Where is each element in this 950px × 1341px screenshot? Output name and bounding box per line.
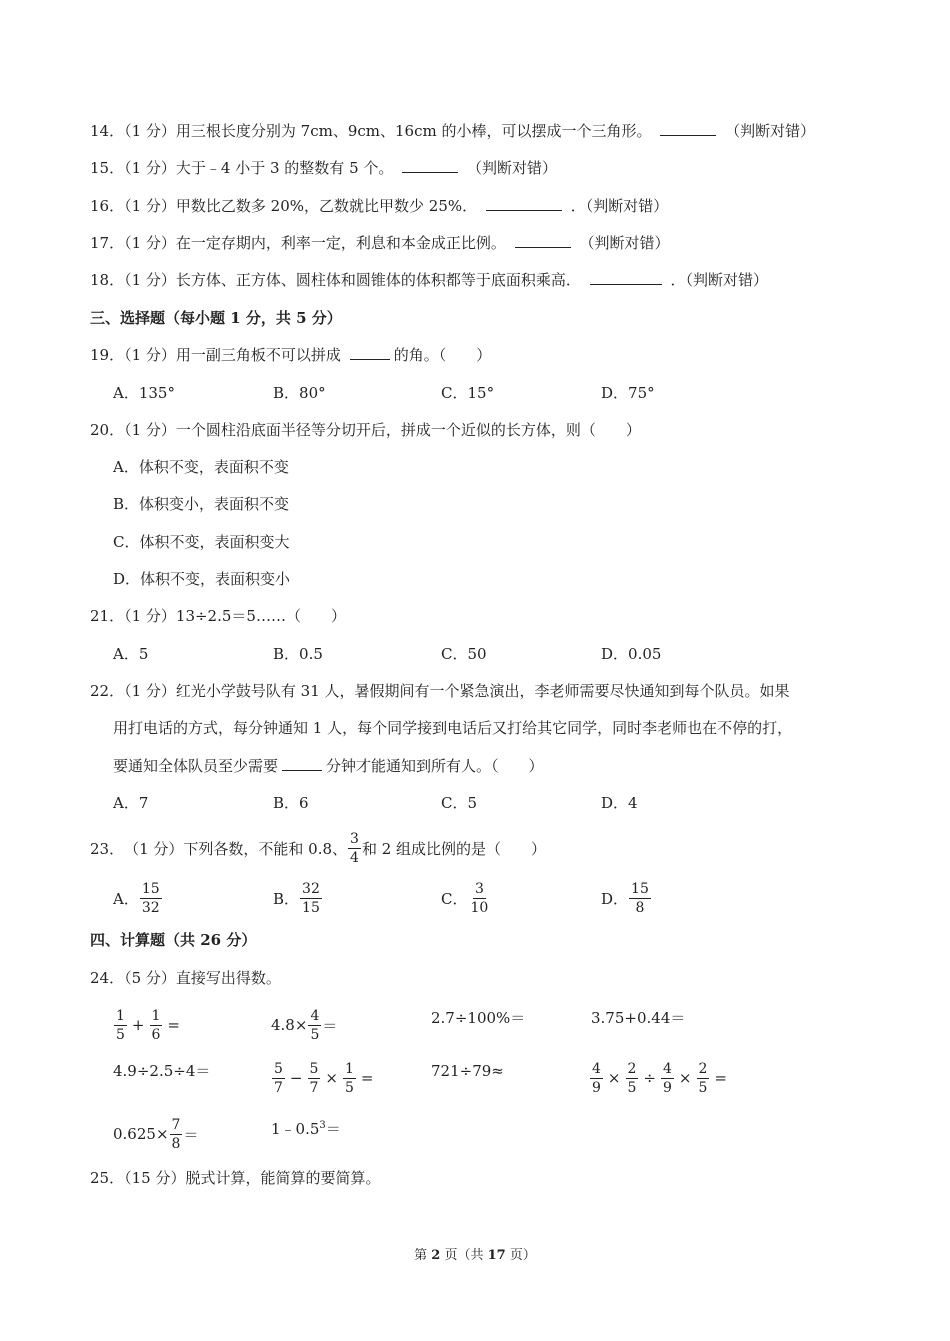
question-17: 17．（1 分）在一定存期内，利率一定，利息和本金成正比例。 （判断对错） xyxy=(90,234,670,252)
option-c[interactable]: C． $\frac{3}{10}$ xyxy=(441,880,489,916)
section-4-title: 四、计算题（共 26 分） xyxy=(90,931,257,949)
fraction: $\frac{5}{7}$ xyxy=(274,1060,283,1096)
calc-item-1: $\frac{1}{5}$ + $\frac{1}{6}$ = xyxy=(116,1007,180,1043)
calc-item-8: $\frac{4}{9}$ × $\frac{2}{5}$ ÷ $\frac{4}{9}$ × $\frac{2}{5}$ = xyxy=(592,1060,727,1096)
option-c[interactable]: C．15° xyxy=(441,384,495,402)
question-22-line-3: 要通知全体队员至少需要 分钟才能通知到所有人。（ ） xyxy=(113,757,544,775)
calc-item-2: 4.8× $\frac{4}{5}$ ＝ xyxy=(271,1007,338,1043)
question-20: 20．（1 分）一个圆柱沿底面半径等分切开后，拼成一个近似的长方体，则（ ） xyxy=(90,421,641,439)
question-18: 18．（1 分）长方体、正方体、圆柱体和圆锥体的体积都等于底面积乘高． ．（判断对错） xyxy=(90,271,768,289)
answer-blank[interactable] xyxy=(660,120,716,136)
option-b[interactable]: B．6 xyxy=(273,794,309,812)
option-d[interactable]: D．75° xyxy=(601,384,655,402)
calc-item-6: $\frac{5}{7}$ − $\frac{5}{7}$ × $\frac{1}{5}$ = xyxy=(274,1060,374,1096)
option-d[interactable]: D．0.05 xyxy=(601,645,662,663)
question-22: 22．（1 分）红光小学鼓号队有 31 人，暑假期间有一个紧急演出，李老师需要尽快通知到每个队员。如果 xyxy=(90,682,790,700)
fraction: $\frac{32}{15}$ xyxy=(302,880,320,916)
question-14: 14．（1 分）用三根长度分别为 7cm、9cm、16cm 的小棒，可以摆成一个三角形。 （判断对错） xyxy=(90,122,816,140)
calc-item-10: $1﹣0.5^3=$ xyxy=(271,1120,341,1138)
calc-item-7: 721÷79≈ xyxy=(431,1062,504,1080)
fraction: $\frac{1}{5}$ xyxy=(345,1060,354,1096)
fraction: $\frac{3}{4}$ xyxy=(350,830,359,866)
fraction: $\frac{5}{7}$ xyxy=(309,1060,319,1096)
answer-blank[interactable] xyxy=(282,755,322,771)
calc-item-9: 0.625× $\frac{7}{8}$ ＝ xyxy=(113,1116,199,1152)
page-footer: 第 2 页（共 17 页） xyxy=(414,1248,536,1263)
answer-blank[interactable] xyxy=(515,232,571,248)
calc-item-5: 4.9÷2.5÷4＝ xyxy=(113,1062,211,1080)
answer-blank[interactable] xyxy=(486,195,562,211)
option-d[interactable]: D．体积不变，表面积变小 xyxy=(113,570,291,588)
option-a[interactable]: A．体积不变，表面积不变 xyxy=(113,458,289,476)
option-a[interactable]: A．7 xyxy=(113,794,149,812)
question-19: 19．（1 分）用一副三角板不可以拼成 的角。（ ） xyxy=(90,346,492,364)
calc-item-3: 2.7÷100%＝ xyxy=(431,1009,526,1027)
calc-item-4: 3.75+0.44＝ xyxy=(591,1009,686,1027)
option-c[interactable]: C．体积不变，表面积变大 xyxy=(113,533,290,551)
question-24: 24．（5 分）直接写出得数。 xyxy=(90,969,281,987)
fraction: $\frac{1}{6}$ xyxy=(151,1007,161,1043)
question-22-line-2: 用打电话的方式，每分钟通知 1 人，每个同学接到电话后又打给其它同学，同时李老师也在不停的打， xyxy=(113,719,793,737)
option-d[interactable]: D． $\frac{15}{8}$ xyxy=(601,880,649,916)
option-a[interactable]: A． $\frac{15}{32}$ xyxy=(113,880,160,916)
fraction: $\frac{15}{8}$ xyxy=(631,880,649,916)
fraction: $\frac{4}{5}$ xyxy=(310,1007,320,1043)
fraction: $\frac{15}{32}$ xyxy=(141,880,160,916)
fraction: $\frac{2}{5}$ xyxy=(627,1060,637,1096)
option-b[interactable]: B． $\frac{32}{15}$ xyxy=(273,880,320,916)
answer-blank[interactable] xyxy=(402,157,458,173)
option-b[interactable]: B．体积变小，表面积不变 xyxy=(113,495,290,513)
question-21: 21．（1 分）13÷2.5＝5……（ ） xyxy=(90,607,346,625)
question-25: 25．（15 分）脱式计算，能简算的要简算。 xyxy=(90,1169,381,1187)
fraction: $\frac{4}{9}$ xyxy=(592,1060,601,1096)
option-a[interactable]: A．135° xyxy=(113,384,175,402)
option-c[interactable]: C．50 xyxy=(441,645,487,663)
fraction: $\frac{3}{10}$ xyxy=(470,880,489,916)
answer-blank[interactable] xyxy=(590,269,662,285)
section-3-title: 三、选择题（每小题 1 分，共 5 分） xyxy=(90,309,342,327)
fraction: $\frac{2}{5}$ xyxy=(698,1060,708,1096)
question-15: 15．（1 分）大于﹣4 小于 3 的整数有 5 个。 （判断对错） xyxy=(90,159,557,177)
question-16: 16．（1 分）甲数比乙数多 20%，乙数就比甲数少 25%． ．（判断对错） xyxy=(90,197,669,215)
option-c[interactable]: C．5 xyxy=(441,794,478,812)
option-b[interactable]: B．80° xyxy=(273,384,326,402)
fraction: $\frac{7}{8}$ xyxy=(171,1116,181,1152)
option-d[interactable]: D．4 xyxy=(601,794,638,812)
option-a[interactable]: A．5 xyxy=(113,645,149,663)
question-23: 23． （1 分） 下列各数，不能和 0.8、 $\frac{3}{4}$ 和 2 组成比例的是（ ） xyxy=(90,830,547,866)
fraction: $\frac{4}{9}$ xyxy=(663,1060,672,1096)
fraction: $\frac{1}{5}$ xyxy=(116,1007,125,1043)
option-b[interactable]: B．0.5 xyxy=(273,645,323,663)
answer-blank[interactable] xyxy=(350,344,390,360)
